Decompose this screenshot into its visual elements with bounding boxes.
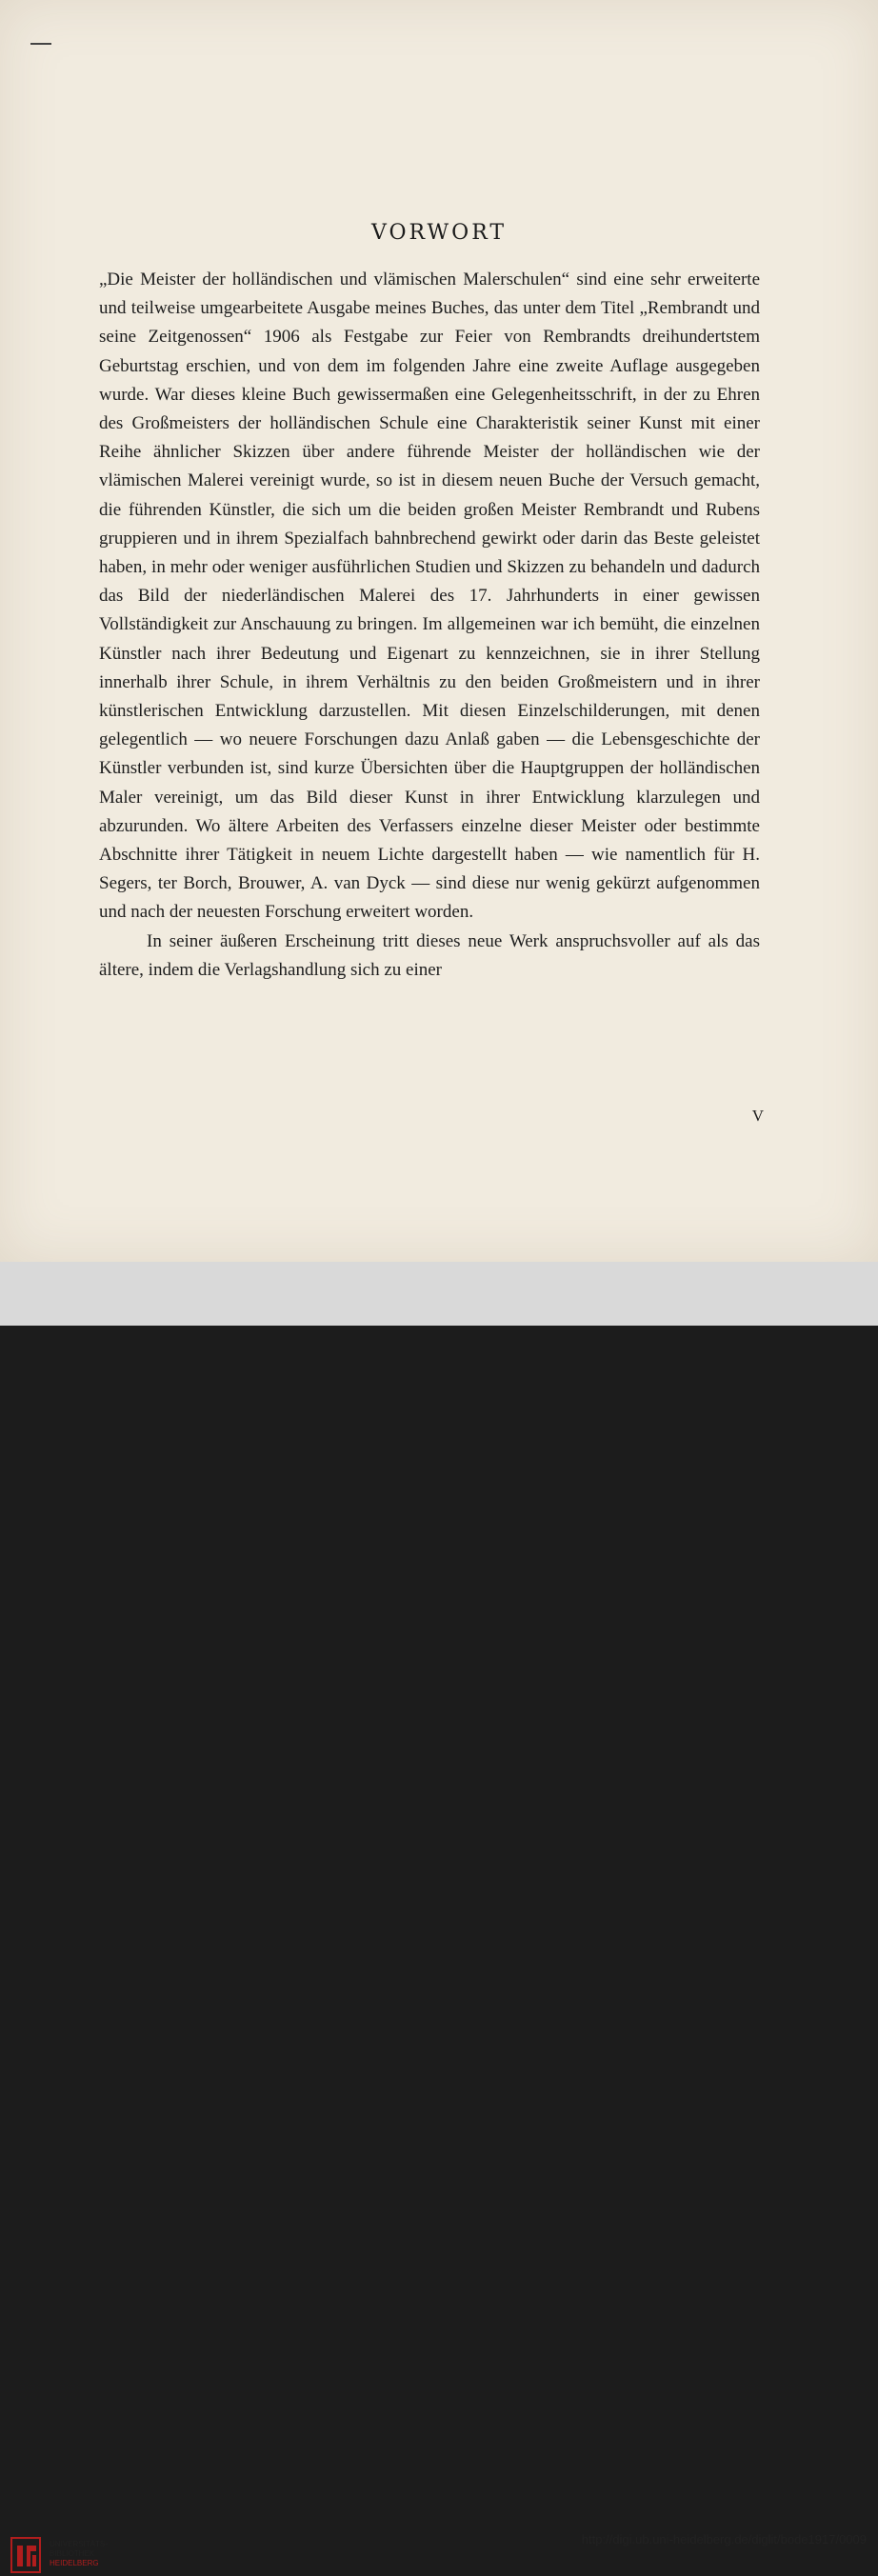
- library-logo-icon: [10, 2534, 44, 2576]
- paragraph-2: In seiner äußeren Erscheinung tritt dieses neue Werk anspruchsvoller auf als das ältere, indem die Verlagshandlung sich zu einer: [99, 930, 760, 980]
- footer-bar: [0, 1262, 878, 2567]
- paragraph-1: „Die Meister der holländischen und vlämischen Malerschulen“ sind eine sehr erweiterte und teilweise umgearbeitete Ausgabe meines Buches, das unter dem Titel „Rembrandt und seine Zeitgenossen“ 1906 als Festgabe zur Feier von Rembrandts dreihundertstem Geburtstag erschien, und von dem im folgenden Jahre eine zweite Auflage ausgegeben wurde. War dieses kleine Buch gewissermaßen eine Gelegenheitsschrift, in der zu Ehren des Großmeisters der holländischen Schule eine Charakteristik seiner Kunst mit einer Reihe ähnlicher Skizzen über andere führende Meister der holländischen wie der vlämischen Malerei vereinigt wurde, so ist in diesem neuen Buche der Versuch gemacht, die führenden Künstler, die sich um die beiden großen Meister Rembrandt und Rubens gruppieren und in ihrem Spezialfach bahnbrechend gewirkt oder darin das Beste geleistet haben, in mehr oder weniger ausführlichen Studien und Skizzen zu behandeln und dadurch das Bild der niederländischen Malerei des 17. Jahrhunderts in einer gewissen Vollständigkeit zur Anschauung zu bringen. Im allgemeinen war ich bemüht, die einzelnen Künstler nach ihrer Bedeutung und Eigenart zu kennzeichnen, sie in ihrer Stellung innerhalb ihrer Schule, in ihrem Verhältnis zu den beiden Großmeistern und in ihrer künstlerischen Entwicklung darzustellen. Mit diesen Einzelschilderungen, mit denen gelegentlich — wo neuere Forschungen dazu Anlaß gaben — die Lebensgeschichte der Künstler verbunden ist, sind kurze Übersichten über die Hauptgruppen der holländischen Maler vereinigt, um das Bild dieser Kunst in ihrer Entwicklung klarzulegen und abzurunden. Wo ältere Arbeiten des Verfassers einzelne dieser Meister oder bestimmte Abschnitte ihrer Tätigkeit in neuem Lichte dargestellt haben — wie namentlich für H. Segers, ter Borch, Brouwer, A. van Dyck — sind diese nur wenig gekürzt aufgenommen und nach der neuesten Forschung erweitert worden.: [99, 270, 760, 923]
- page-title: VORWORT: [370, 221, 508, 245]
- body-text: [99, 266, 760, 985]
- citation-url[interactable]: http://digi.ub.uni-heidelberg.de/diglit/bode1917/0009: [581, 2532, 867, 2546]
- page-number: V: [751, 1107, 764, 1125]
- library-line-2: BIBLIOTHEK: [50, 2549, 95, 2558]
- margin-mark: [30, 43, 51, 45]
- scanned-page: [0, 0, 878, 1262]
- library-line-1: UNIVERSITÄTS-: [50, 2540, 108, 2548]
- library-line-3: HEIDELBERG: [50, 2559, 99, 2567]
- library-name: [50, 2540, 108, 2568]
